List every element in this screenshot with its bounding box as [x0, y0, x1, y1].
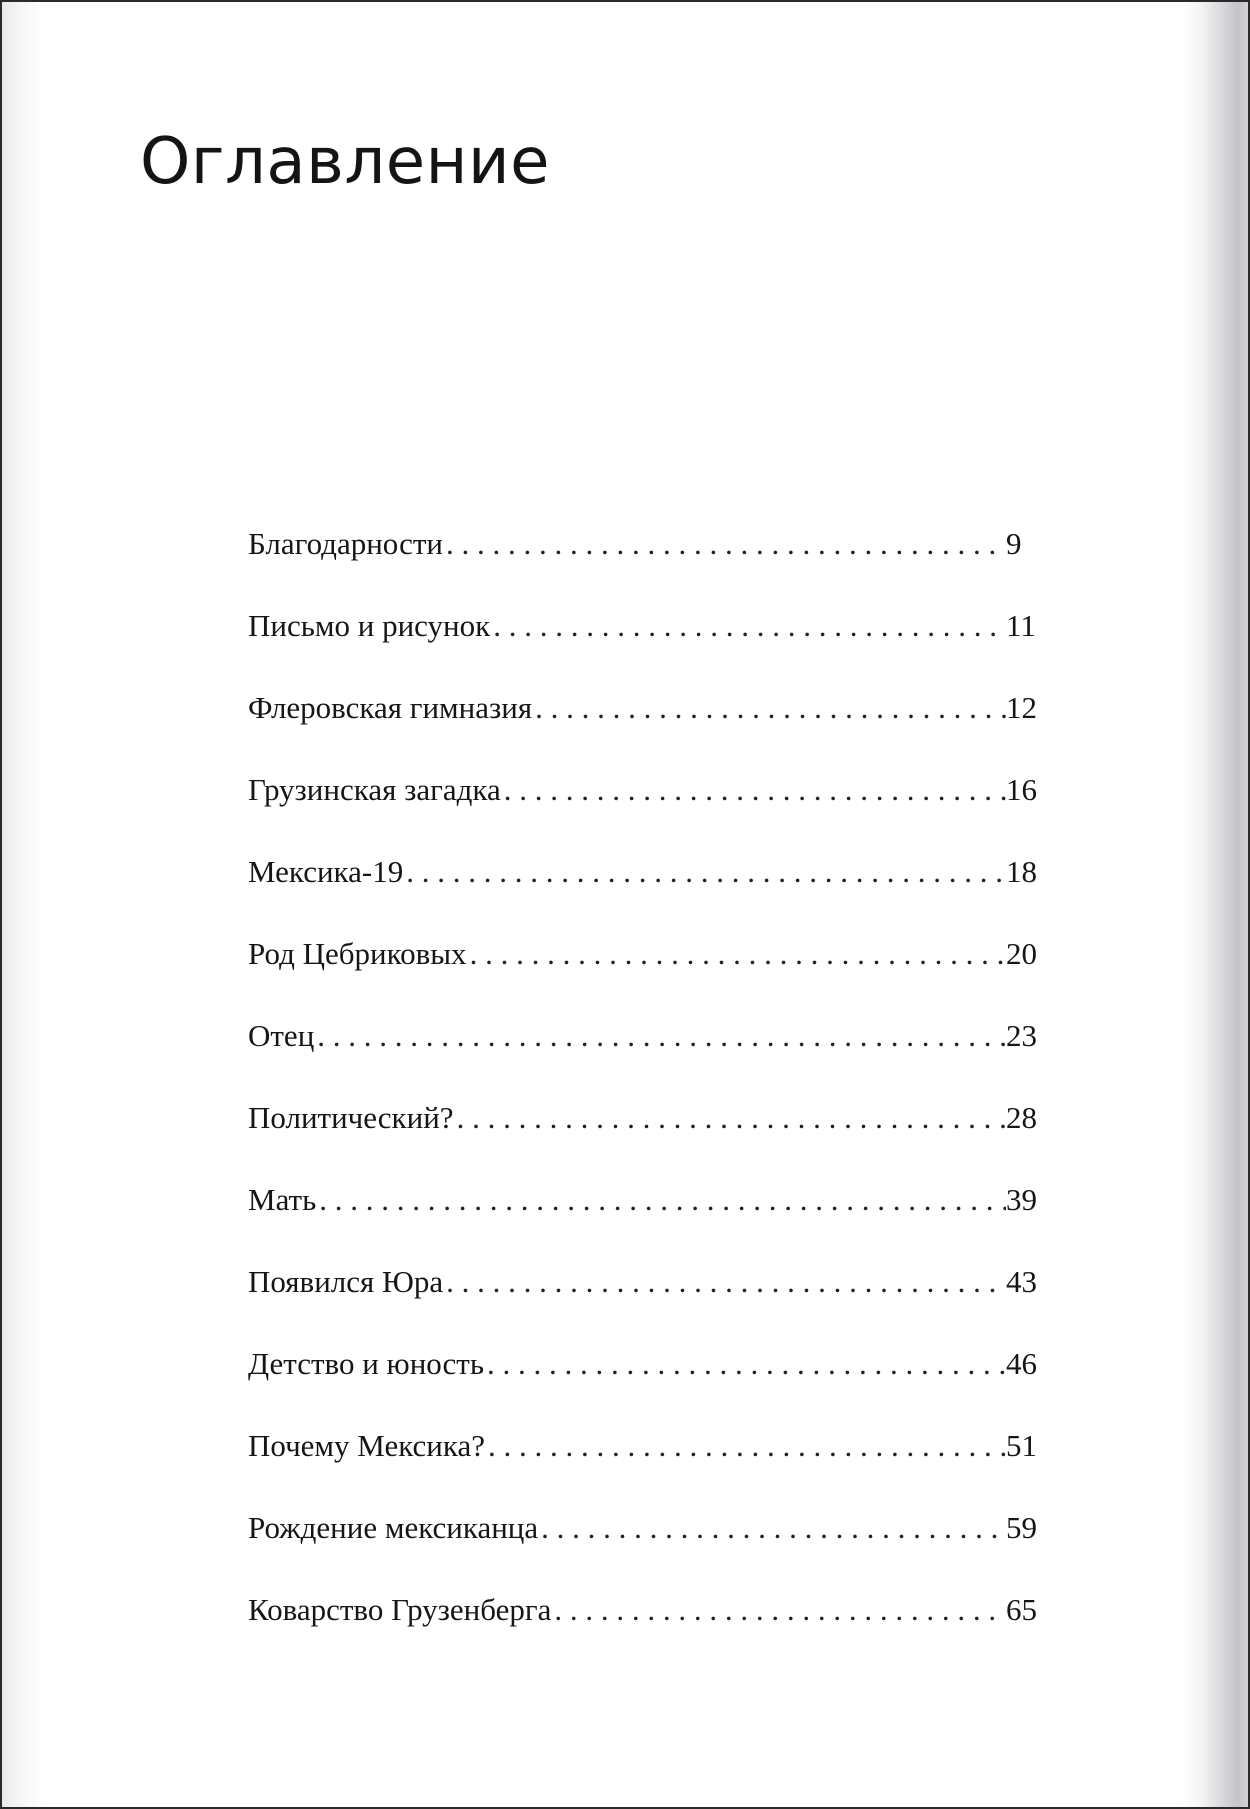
dot-leader [454, 1092, 1006, 1144]
dot-leader [484, 1338, 1006, 1390]
toc-entry [248, 600, 1052, 682]
toc-entry-title: Отец [248, 1018, 315, 1053]
toc-entry-title: Грузинская загадка [248, 772, 501, 807]
toc-entry-page: 65 [1006, 1592, 1037, 1627]
toc-entry [248, 1420, 1052, 1502]
dot-leader [485, 1420, 1006, 1472]
toc-entry-title: Появился Юра [248, 1264, 444, 1299]
toc-entry [248, 764, 1052, 846]
dot-leader [443, 1256, 1006, 1308]
toc-entry-title: Мать [248, 1182, 317, 1217]
toc-entry [248, 682, 1052, 764]
toc-entry-page: 23 [1006, 1018, 1037, 1053]
toc-entry-page: 46 [1006, 1346, 1037, 1381]
toc-entry-page: 9 [1006, 526, 1022, 561]
toc-entry-page: 59 [1006, 1510, 1037, 1545]
toc-entry [248, 928, 1052, 1010]
dot-leader [501, 764, 1006, 816]
dot-leader [532, 682, 1006, 734]
toc-entry [248, 1092, 1052, 1174]
toc-entry-page: 16 [1006, 772, 1037, 807]
dot-leader [551, 1584, 1006, 1636]
toc-entry [248, 1338, 1052, 1420]
toc-entry-page: 12 [1006, 690, 1037, 725]
toc-entry-title: Благодарности [248, 526, 443, 561]
toc-entry-page: 11 [1006, 608, 1036, 643]
dot-leader [538, 1502, 1006, 1554]
toc-entry-title: Коварство Грузенберга [248, 1592, 552, 1627]
toc-entry-title: Детство и юность [248, 1346, 484, 1381]
dot-leader [314, 1010, 1006, 1062]
dot-leader [316, 1174, 1006, 1226]
toc-entry-title: Флеровская гимназия [248, 690, 533, 725]
toc-entry [248, 518, 1052, 600]
dot-leader [403, 846, 1006, 898]
toc-entry-title: Письмо и рисунок [248, 608, 491, 643]
toc-entry-page: 39 [1006, 1182, 1037, 1217]
toc-entry-title: Почему Мексика? [248, 1428, 485, 1463]
dot-leader [490, 600, 1006, 652]
toc-entry-title: Мексика-19 [248, 854, 404, 889]
toc-entry [248, 1010, 1052, 1092]
toc-entry-page: 18 [1006, 854, 1037, 889]
toc-entry-page: 43 [1006, 1264, 1037, 1299]
toc-entry-page: 20 [1006, 936, 1037, 971]
toc-entry-page: 28 [1006, 1100, 1037, 1135]
table-of-contents [248, 518, 1052, 1666]
toc-entry-title: Рождение мексиканца [248, 1510, 539, 1545]
toc-entry [248, 1502, 1052, 1584]
toc-entry [248, 1584, 1052, 1666]
dot-leader [443, 518, 1006, 570]
toc-entry-title: Род Цебриковых [248, 936, 467, 971]
toc-entry [248, 1174, 1052, 1256]
page-title: Оглавление [140, 125, 550, 199]
toc-entry-title: Политический? [248, 1100, 454, 1135]
toc-entry [248, 846, 1052, 928]
toc-entry-page: 51 [1006, 1428, 1037, 1463]
dot-leader [467, 928, 1006, 980]
toc-entry [248, 1256, 1052, 1338]
